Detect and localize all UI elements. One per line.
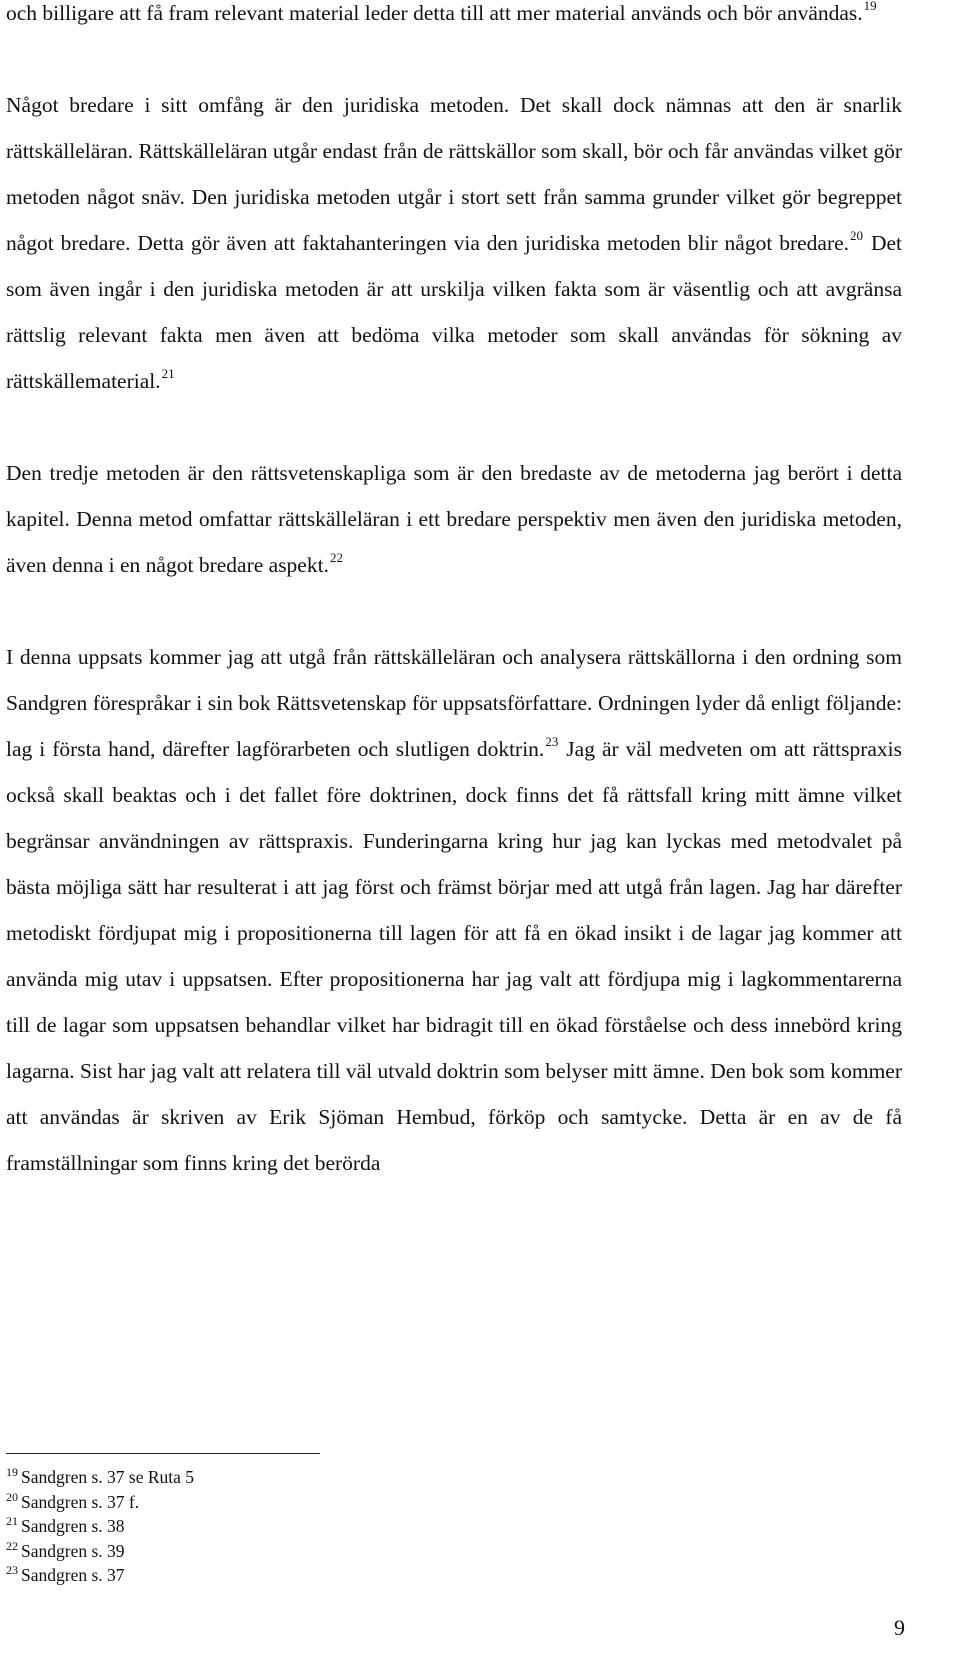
- footnote-reference[interactable]: 20: [850, 228, 864, 243]
- footnote-item: [6, 1490, 194, 1515]
- footnote-number: 21: [6, 1514, 18, 1528]
- footnote-number: 22: [6, 1538, 18, 1553]
- paragraph-text: Det som även ingår i den juridiska metoden är att urskilja vilken fakta som är väsentlig och att avgränsa rättslig relevant fakta men även att bedöma vilka metoder som skall användas för sökning av rättskällematerial.: [6, 231, 902, 393]
- footnote-item: [6, 1465, 194, 1490]
- page-number: 9: [894, 1615, 905, 1640]
- footnote-item: [6, 1514, 194, 1539]
- paragraph-text: och billigare att få fram relevant material leder detta till att mer material används och bör användas.: [6, 1, 863, 25]
- footnote-separator: [6, 1453, 320, 1454]
- page-body: [6, 0, 902, 1186]
- footnote-reference[interactable]: 19: [863, 0, 877, 13]
- paragraph: [6, 450, 902, 588]
- footnote-text: Sandgren s. 37: [21, 1565, 125, 1585]
- paragraph-text: Jag är väl medveten om att rättspraxis också skall beaktas och i det fallet före doktrinen, dock finns det få rättsfall kring mitt ämne vilket begränsar användningen av rättspraxis. Funderingarna kring hur jag kan lyckas med metodvalet på bästa möjliga sätt har resulterat i att jag först och främst börjar med att utgå från lagen. Jag har därefter metodiskt fördjupat mig i propositionerna till lagen för att få en ökad insikt i de lagar jag kommer att använda mig utav i uppsatsen. Efter propositionerna har jag valt att fördjupa mig i lagkommentarerna till de lagar som uppsatsen behandlar vilket har bidragit till en ökad förståelse och dess innebörd kring lagarna. Sist har jag valt att relatera till väl utvald doktrin som belyser mitt ämne. Den bok som kommer att användas är skriven av Erik Sjöman Hembud, förköp och samtycke. Detta är en av de få framställningar som finns kring det berörda: [6, 737, 902, 1175]
- footnote-number: 20: [6, 1489, 18, 1504]
- footnote-list: [6, 1465, 194, 1588]
- footnote-reference[interactable]: 23: [545, 734, 559, 749]
- footnote-number: 19: [6, 1465, 18, 1479]
- footnote-reference[interactable]: 21: [161, 366, 175, 381]
- paragraph-text: Något bredare i sitt omfång är den juridiska metoden. Det skall dock nämnas att den är snarlik rättskälleläran. Rättskälleläran utgår endast från de rättskällor som skall, bör och får användas vilket gör metoden något snäv. Den juridiska metoden utgår i stort sett från samma grunder vilket gör begreppet något bredare. Detta gör även att faktahanteringen via den juridiska metoden blir något bredare.: [6, 93, 902, 255]
- paragraph: [6, 82, 902, 404]
- footnote-text: Sandgren s. 38: [21, 1516, 125, 1536]
- footnote-item: [6, 1539, 194, 1564]
- paragraph: [6, 0, 902, 36]
- paragraph-text: I denna uppsats kommer jag att utgå från rättskälleläran och analysera rättskällorna i den ordning som Sandgren förespråkar i sin bok Rättsvetenskap för uppsatsförfattare. Ordningen lyder då enligt följande: lag i första hand, därefter lagförarbeten och slutligen doktrin.: [6, 645, 902, 761]
- footnote-reference[interactable]: 22: [329, 550, 343, 565]
- paragraph-text: Den tredje metoden är den rättsvetenskapliga som är den bredaste av de metoderna jag berört i detta kapitel. Denna metod omfattar rättskälleläran i ett bredare perspektiv men även den juridiska metoden, även denna i en något bredare aspekt.: [6, 461, 902, 577]
- paragraph: [6, 634, 902, 1186]
- footnote-number: 23: [6, 1563, 18, 1577]
- footnote-text: Sandgren s. 37 f.: [21, 1491, 140, 1512]
- footnote-text: Sandgren s. 37 se Ruta 5: [21, 1467, 195, 1487]
- footnote-text: Sandgren s. 39: [21, 1540, 125, 1561]
- footnote-item: [6, 1563, 194, 1588]
